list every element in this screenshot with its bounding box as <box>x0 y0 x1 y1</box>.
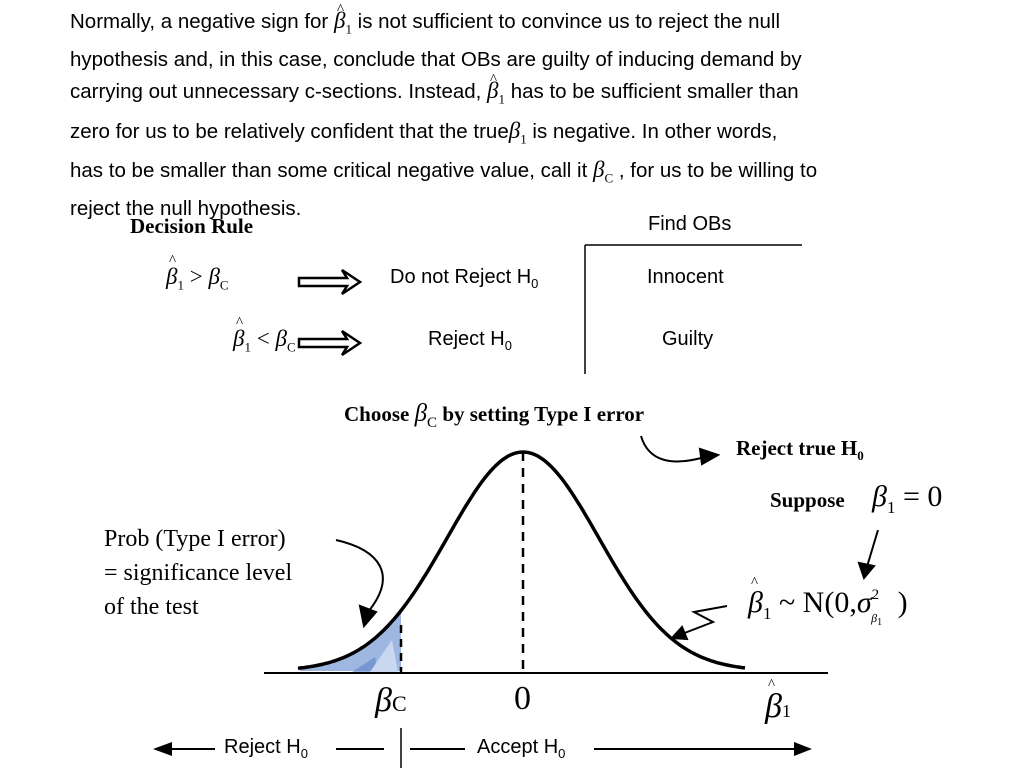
decision-rule-title: Decision Rule <box>130 214 254 238</box>
suppose-label: Suppose <box>770 488 845 512</box>
beta-hat-1: ^ $\beta_1$ <box>487 76 505 115</box>
intro-line-2: hypothesis and, in this case, conclude that OBs are guilty of inducing demand by <box>70 48 802 72</box>
reject-true-h0-label: Reject true $H_0$ <box>736 436 864 464</box>
intro-line-5: has to be smaller than some critical negative value, call it $\beta_C$ , for us to be willing to <box>70 156 818 186</box>
rule-2-action: Reject $H_0$ <box>428 328 512 353</box>
intro-line-6: reject the null hypothesis. <box>70 197 302 221</box>
rule-1-condition: ^ $\beta_1 > \beta_C$ <box>166 264 229 294</box>
suppose-equation: $\beta_1 = 0$ <box>872 480 943 517</box>
x-axis-label: ^ β1 <box>765 688 791 726</box>
reject-true-arrow <box>641 436 718 464</box>
zero-tick-label: 0 <box>514 680 531 717</box>
intro-line-3: carrying out unnecessary c-sections. Instead, ^ $\beta_1$ has to be sufficient smaller than <box>70 76 970 115</box>
beta-c-tick-label: βC <box>375 682 407 719</box>
type-i-error-note: Prob (Type I error) = significance level of the test <box>104 526 293 620</box>
rule-2-verdict: Guilty <box>662 328 714 350</box>
accept-region-label: Accept $H_0$ <box>477 736 566 761</box>
suppose-arrow <box>859 530 878 578</box>
rule-2-condition: ^ $\beta_1 < \beta_C$ <box>233 326 296 356</box>
reject-region-label: Reject $H_0$ <box>224 736 308 761</box>
prob-arrow <box>336 540 383 626</box>
beta-hat-1: ^ $\beta_1$ <box>334 6 352 45</box>
sampling-distribution-formula: ^ $\beta_1$ ~ $N(0,\sigma^2_{\beta 1}$ ) <box>748 586 908 624</box>
intro-line-1: Normally, a negative sign for ^ $\beta_1$ is not sufficient to convince us to reject the null <box>70 6 970 45</box>
intro-line-4: zero for us to be relatively confident that the trueβ$_1$ is negative. In other words, <box>70 117 778 147</box>
rule-1-verdict: Innocent <box>647 266 724 288</box>
implies-arrow-1 <box>299 270 360 294</box>
choose-beta-c-heading: Choose $\beta_C$ by setting Type I error <box>344 400 645 431</box>
rule-1-action: Do not Reject $H_0$ <box>390 266 539 291</box>
find-obs-header: Find OBs <box>648 213 732 235</box>
implies-arrow-2 <box>299 331 360 355</box>
beta-1: $\beta_1$ <box>508 117 527 147</box>
dist-arrow <box>672 606 727 639</box>
beta-c: $\beta_C$ <box>593 156 614 186</box>
accept-region-arrow <box>410 742 812 756</box>
